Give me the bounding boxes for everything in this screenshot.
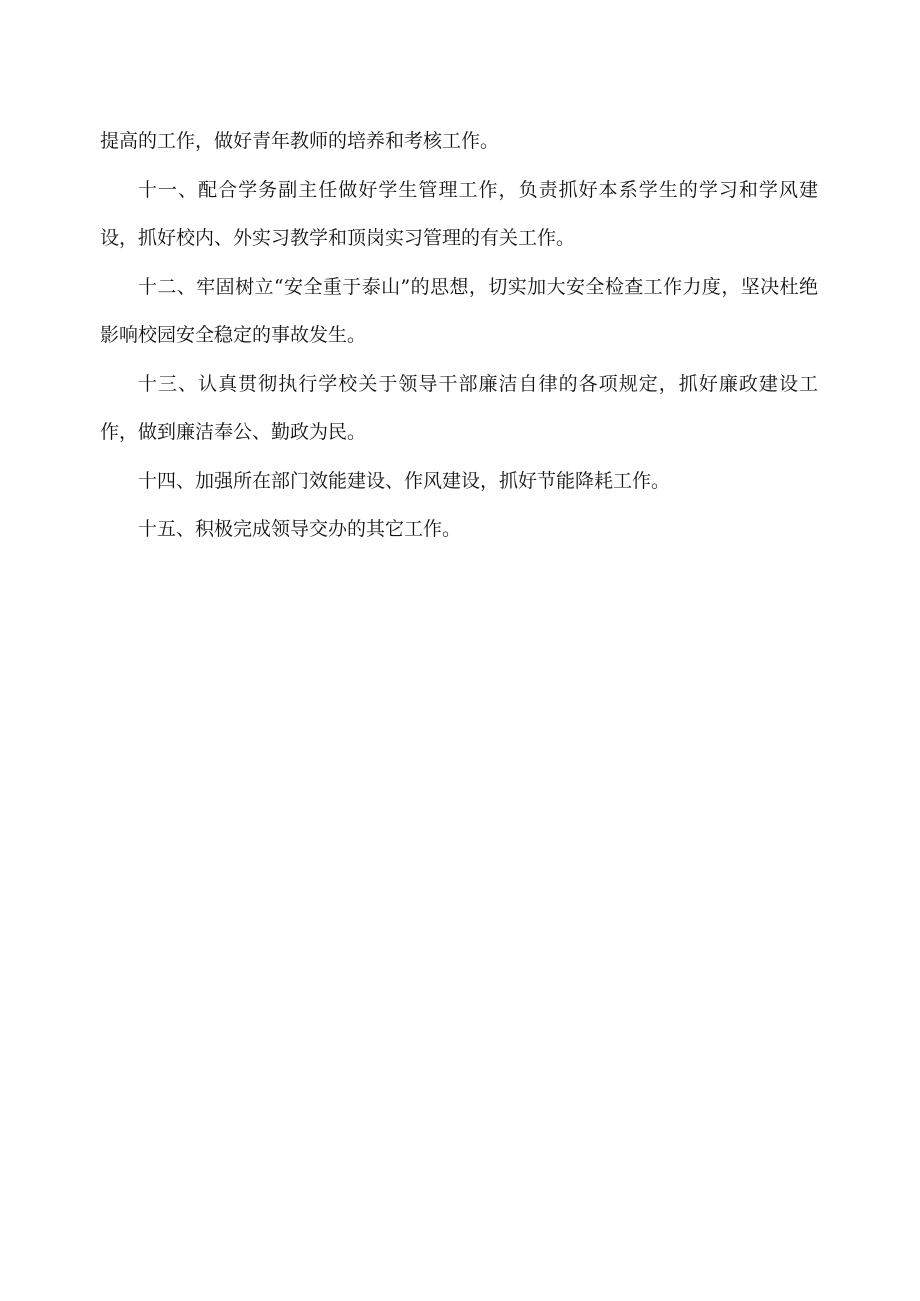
paragraph-item-13: 十三、认真贯彻执行学校关于领导干部廉洁自律的各项规定，抓好廉政建设工作，做到廉洁奉公、勤政为民。 xyxy=(100,372,818,443)
paragraph-item-14: 十四、加强所在部门效能建设、作风建设，抓好节能降耗工作。 xyxy=(138,469,671,492)
paragraph-continuation: 提高的工作，做好青年教师的培养和考核工作。 xyxy=(100,130,500,152)
paragraph-item-15: 十五、积极完成领导交办的其它工作。 xyxy=(138,518,462,540)
paragraph-item-12: 十二、牢固树立“安全重于泰山”的思想，切实加大安全检查工作力度，坚决杜绝影响校园安全稳定的事故发生。 xyxy=(100,275,818,346)
document-body xyxy=(100,117,818,554)
paragraph-item-11: 十一、配合学务副主任做好学生管理工作，负责抓好本系学生的学习和学风建设，抓好校内、外实习教学和顶岗实习管理的有关工作。 xyxy=(100,178,818,249)
